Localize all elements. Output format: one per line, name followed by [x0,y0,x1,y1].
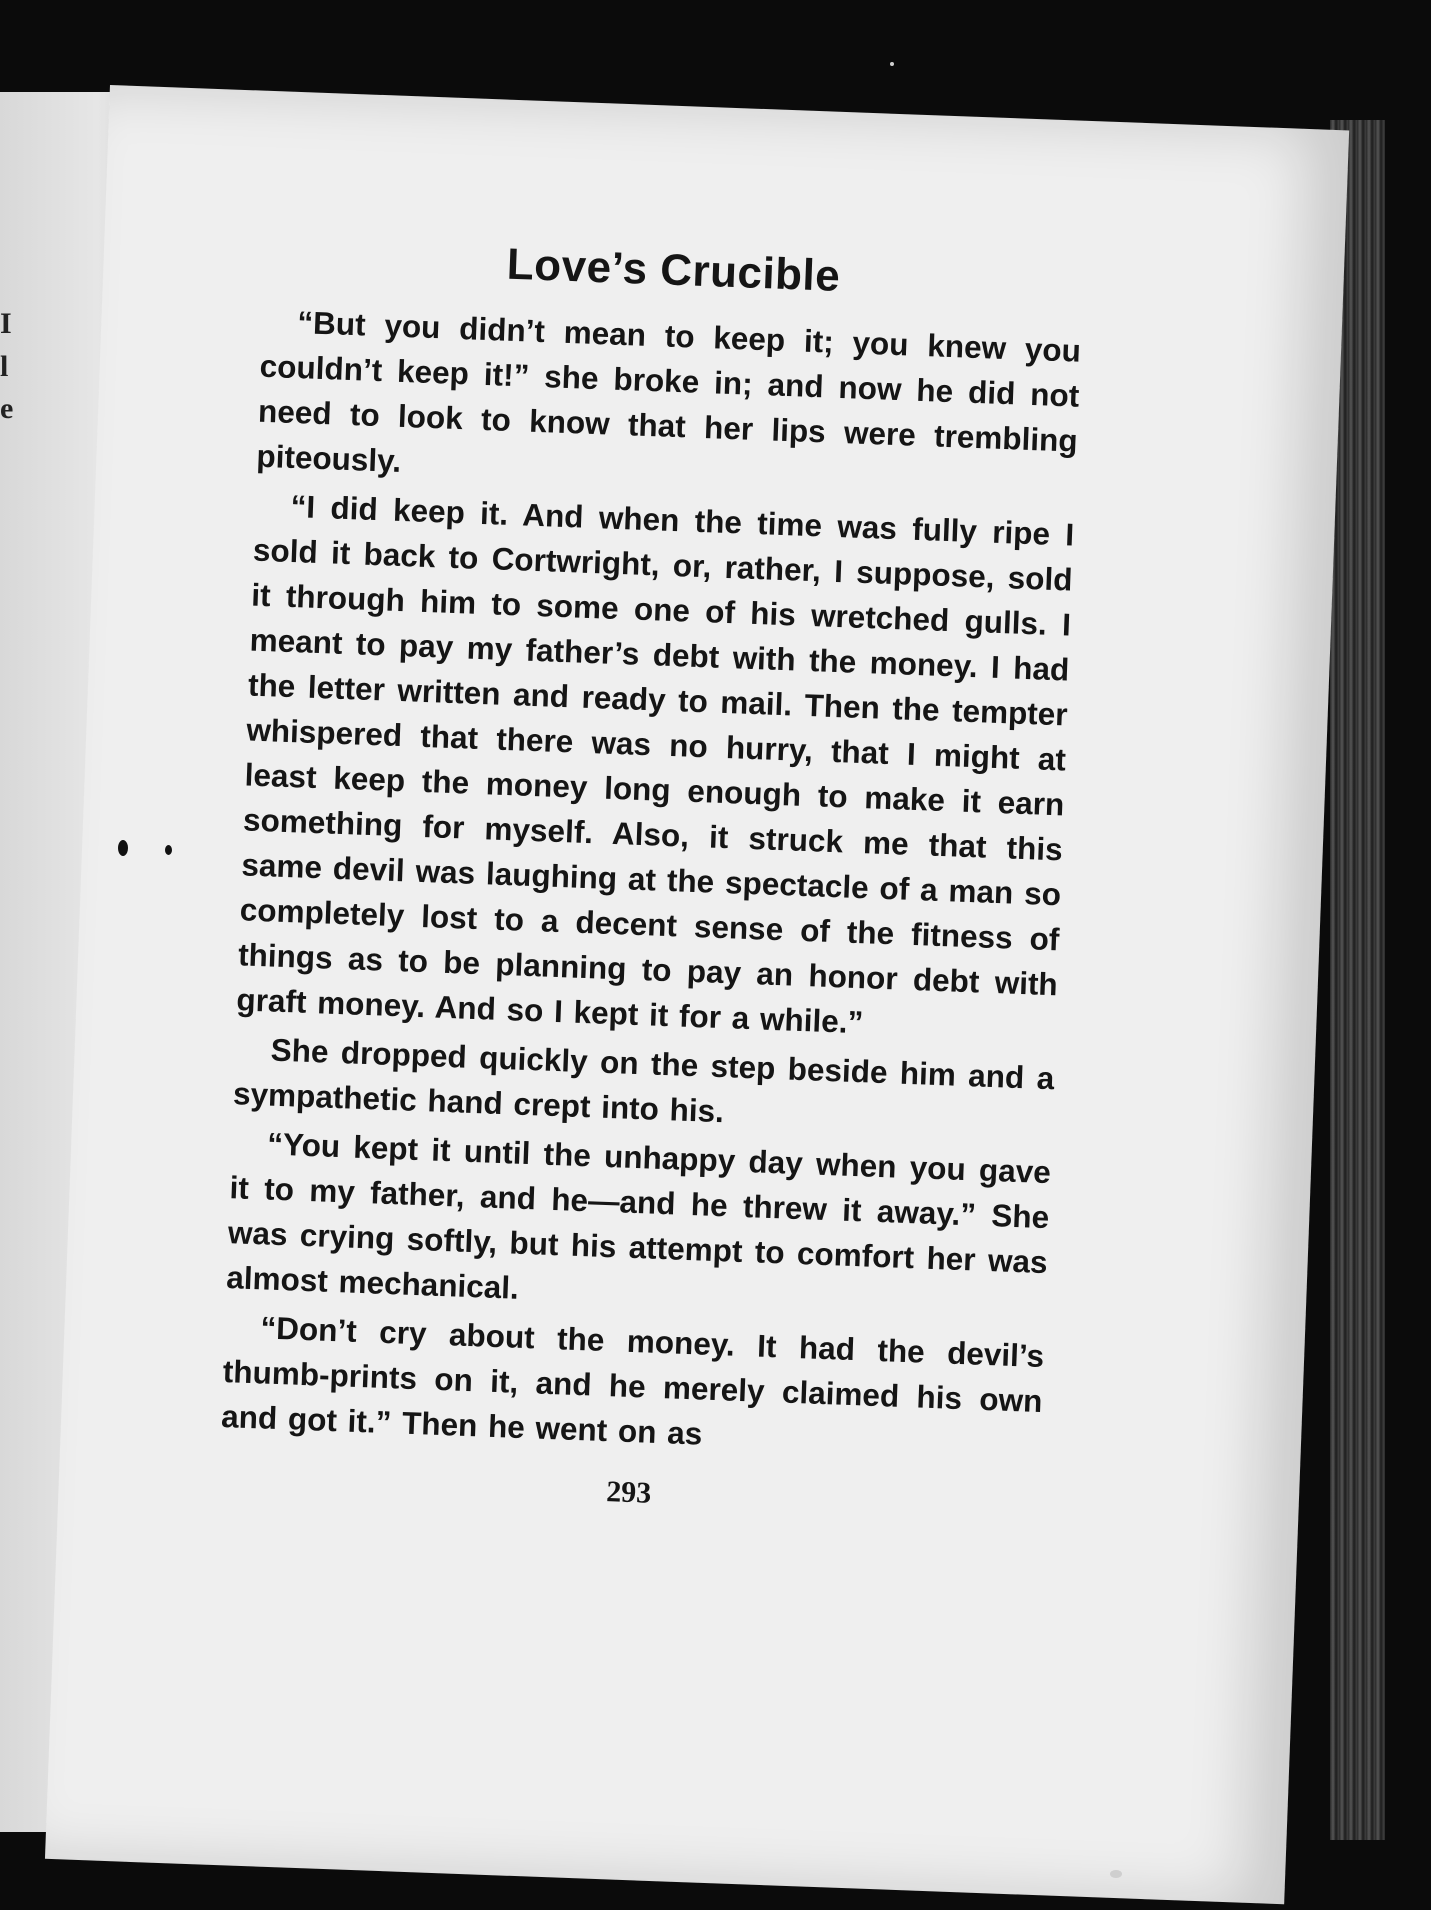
left-page-fragment: e [0,392,14,425]
paragraph: “Don’t cry about the money. It had the devil’s thumb-prints on it, and he merely claimed his own and got it.” Then he went on as [220,1309,1045,1452]
paragraph: “I did keep it. And when the time was fully ripe I sold it back to Cortwright, or, rather, I suppose, sold it through him to some one of his wretched gulls. I meant to pay my father’s debt with the money. I had the letter written and ready to mail. Then the tempter whispered that there was no hurry, that I might at least keep the money long enough to make it earn something for myself. Also, it struck me that this same devil was laughing at the spectacle of a man so completely lost to a decent sense of the fitness of things as to be planning to pay an honor debt with graft money. And so I kept it for a while.” [235,487,1075,1041]
paragraph: She dropped quickly on the step beside him and a sympathetic hand crept into his. [232,1031,1055,1130]
page-number: 293 [605,1475,652,1510]
binding-mark [118,840,128,856]
running-head: Love’s Crucible [506,239,842,301]
paragraph: “But you didn’t mean to keep it; you knew you couldn’t keep it!” she broke in; and now he did not need to look to know that her lips were trembling piteously. [255,304,1082,479]
left-page-fragment: I [0,307,12,340]
left-page-fragment: l [0,350,9,383]
scan-speck [1110,1870,1122,1878]
page-text-block [218,231,1084,1525]
scan-speck [890,62,894,66]
binding-mark [165,845,172,855]
paragraph: “You kept it until the unhappy day when you gave it to my father, and he—and he threw it away.” She was crying softly, but his attempt to comfort her was almost mechanical. [225,1125,1052,1306]
right-page [45,85,1349,1904]
